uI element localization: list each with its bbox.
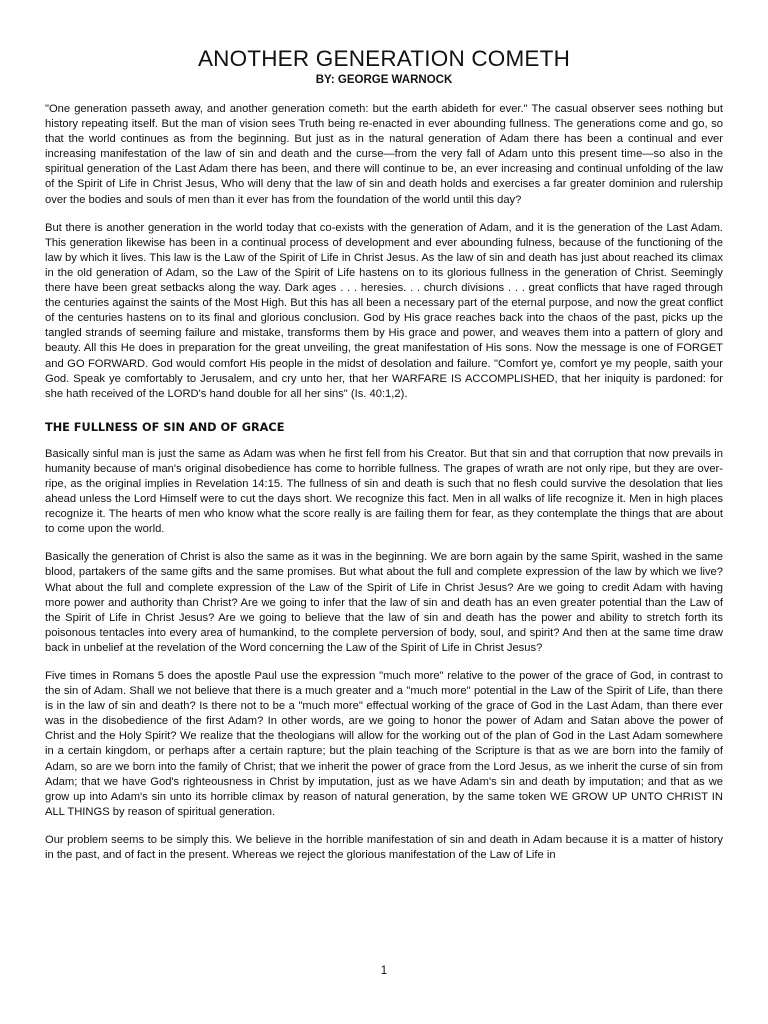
page-number: 1 (380, 965, 388, 977)
intro-paragraph-1: "One generation passeth away, and another generation cometh: but the earth abideth for ever." The casual observer sees nothing but history repeating itself. But the man of vision sees Truth being re-enacted in ever abounding fullness. The generations come and go, so that the world continues as from the beginning. But just as in the natural generation of Adam there has been a continual and ever increasing manifestation of the law of sin and death and the curse—from the very fall of Adam unto this present time—so also in the spiritual generation of the Last Adam there has been, and there will continue to be, an ever increasing and continual unfolding of the law of the Spirit of Life in Christ Jesus, Who will deny that the law of sin and death holds and exercises a far greater dominion and rulership over the bodies and souls of men than it ever has from the foundation of the world until this day? (45, 103, 723, 206)
intro-paragraph-2: But there is another generation in the world today that co-exists with the generation of Adam, and it is the generation of the Last Adam. This generation likewise has been in a continual process of development and ever abounding fulness, because of the functioning of the law by which it lives. This law is the Law of the Spirit of Life in Christ Jesus. As the law of sin and death has just about reached its climax in the old generation of Adam, so the Law of the Spirit of Life hastens on to its glorious fullness in the generation of Christ. Seemingly there have been great setbacks along the way. Dark ages . . . heresies. . . church divisions . . . great conflicts that have raged through the centuries against the saints of the Most High. But this has all been a necessary part of the eternal purpose, and now the great conflict of the centuries hastens on to its final and glorious conclusion. God by His grace reaches back into the chaos of the past, picks up the tangled strands of seeming failure and mistake, transforms them by His grace and power, and weaves them into a pattern of glory and beauty. All this He does in preparation for the great unveiling, the great manifestation of His sons. Now the message is one of FORGET and GO FORWARD. God would comfort His people in the midst of desolation and failure. "Comfort ye, comfort ye my people, saith your God. Speak ye comfortably to Jerusalem, and cry unto her, that her WARFARE IS ACCOMPLISHED, that her iniquity is pardoned: for she hath received of the LORD's hand double for all her sins" (Is. 40:1,2). (45, 221, 723, 400)
author-byline: BY: GEORGE WARNOCK (315, 74, 453, 86)
section-paragraph-4: Our problem seems to be simply this. We believe in the horrible manifestation of sin and death in Adam because it is a matter of history in the past, and of fact in the present. Whereas we reject the glorious manifestation of the Law of Life in (45, 833, 723, 862)
section-paragraph-3: Five times in Romans 5 does the apostle Paul use the expression "much more" relative to the power of the grace of God, in contrast to the sin of Adam. Shall we not believe that there is a much greater and a "much more" potential in the Law of the Spirit of Life, than there is in the law of sin and death? Is there not to be a "much more" effectual working of the grace of God in the Last Adam, than there ever was in the disobedience of the first Adam? In other words, are we going to honor the power of Adam and Satan above the power of Christ and the Holy Spirit? We realize that the theologians will allow for the working out of the plan of God in the Last Adam somewhere in a certain kingdom, or perhaps after a certain rapture; but the plain teaching of the Scripture is that as we are born into the family of Adam, so are we born into the family of Christ; that we inherit the power of grace from the Lord Jesus, as we inherit the curse of sin from Adam; that we have God's righteousness in Christ by imputation, just as we have Adam's sin and death by imputation; and that as we grow up into Adam's sin unto its horrible climax by reason of natural generation, by the same token WE GROW UP UNTO CHRIST IN ALL THINGS by reason of spiritual generation. (45, 670, 723, 818)
section-heading: THE FULLNESS OF SIN AND OF GRACE (45, 420, 285, 434)
section-paragraph-2: Basically the generation of Christ is also the same as it was in the beginning. We are born again by the same Spirit, washed in the same blood, partakers of the same gifts and the same promises. But what about the full and complete expression of the law by which we live? What about the full and complete expression of the Law of the Spirit of Life in Christ Jesus? Are we going to credit Adam with having more power and authority than Christ? Are we going to infer that the law of sin and death has an even greater potential than the Law of the Spirit of Life in Christ Jesus? Are we going to believe that the law of sin and death has the power and ability to stretch forth its poisonous tentacles into every area of humankind, to the complete perversion of body, soul, and spirit? And then at the same time draw back in unbelief at the revelation of the Word concerning the Law of the Spirit of Life in Christ Jesus? (45, 551, 723, 654)
section-paragraph-1: Basically sinful man is just the same as Adam was when he first fell from his Creator. But that sin and that corruption that now prevails in humanity because of man's original disobedience has come to horrible fullness. The grapes of wrath are not only ripe, but they are over-ripe, as the original implies in Revelation 14:15. The fullness of sin and death is such that no flesh could survive the desolation that lies ahead unless the Lord Himself were to cut the days short. We recognize this fact. Men in all walks of life recognize it. Men in high places recognize it. The hearts of men who know what the score really is are failing them for fear, as they contemplate the things that are about to come upon the world. (45, 447, 723, 536)
document-title: ANOTHER GENERATION COMETH (197, 46, 571, 71)
